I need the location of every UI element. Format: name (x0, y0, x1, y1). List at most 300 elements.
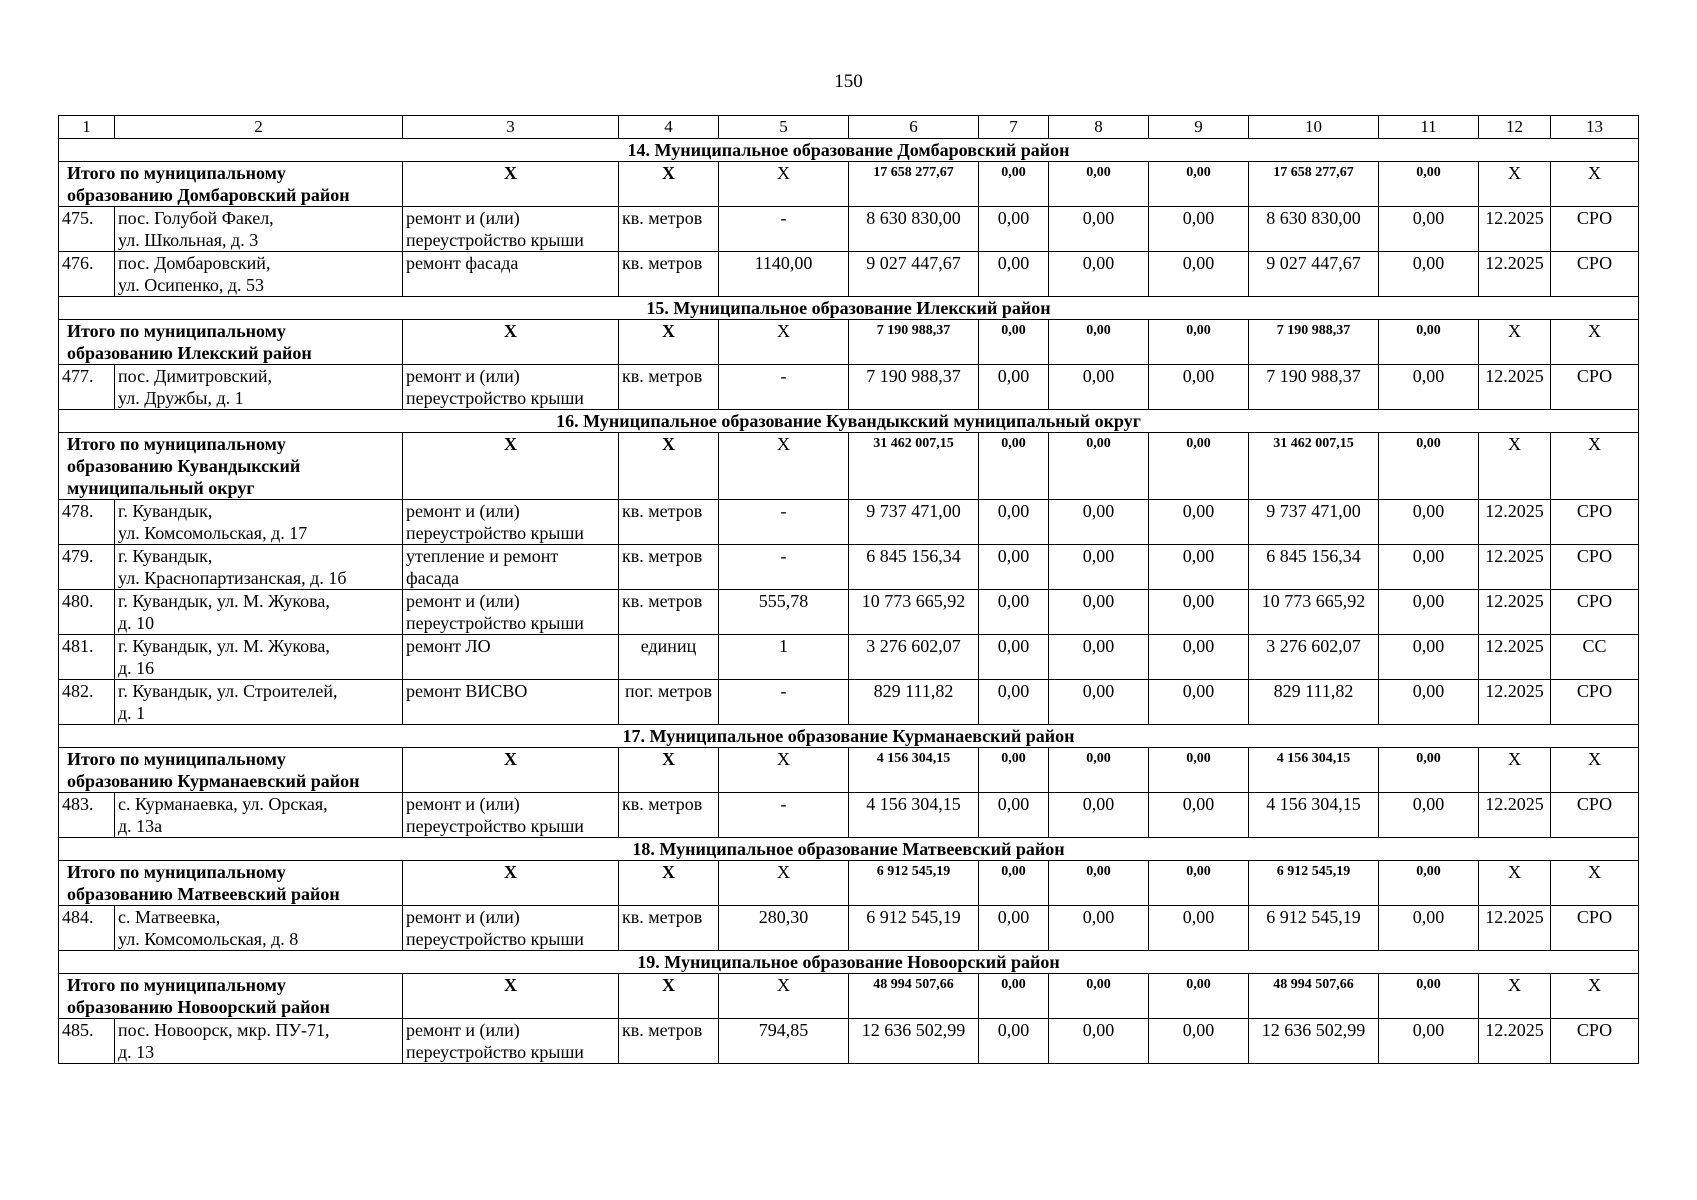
cell-c11: 0,00 (1379, 906, 1479, 951)
total-cell-c10: 7 190 988,37 (1249, 320, 1379, 365)
address-cell (115, 500, 403, 545)
total-label (59, 162, 403, 207)
cell-c6: 6 845 156,34 (849, 545, 979, 590)
cell-c11: 0,00 (1379, 590, 1479, 635)
cell-c7: 0,00 (979, 545, 1049, 590)
cell-c11: 0,00 (1379, 545, 1479, 590)
cell-c12: 12.2025 (1479, 635, 1551, 680)
total-cell-c7: 0,00 (979, 861, 1049, 906)
cell-c5: 280,30 (719, 906, 849, 951)
work-type-line: ремонт ЛО (406, 636, 491, 656)
cell-c7: 0,00 (979, 635, 1049, 680)
total-label (59, 433, 403, 500)
cell-c5: - (719, 793, 849, 838)
cell-c5: - (719, 545, 849, 590)
unit-cell: пог. метров (619, 680, 719, 725)
total-cell-c11: 0,00 (1379, 974, 1479, 1019)
repair-program-table (58, 115, 1639, 1064)
cell-c10: 6 912 545,19 (1249, 906, 1379, 951)
total-cell-c9: 0,00 (1149, 162, 1249, 207)
total-label-line: образованию Матвеевский район (67, 884, 340, 904)
cell-c7: 0,00 (979, 500, 1049, 545)
address-cell (115, 545, 403, 590)
total-cell-c11: 0,00 (1379, 320, 1479, 365)
total-cell-c7: 0,00 (979, 433, 1049, 500)
total-cell-c10: 4 156 304,15 (1249, 748, 1379, 793)
cell-c8: 0,00 (1049, 545, 1149, 590)
total-unit: X (619, 433, 719, 500)
total-cell-c8: 0,00 (1049, 974, 1149, 1019)
total-cell-c8: 0,00 (1049, 433, 1149, 500)
column-header: 10 (1249, 116, 1379, 139)
total-cell-c12: X (1479, 974, 1551, 1019)
cell-c13: СРО (1551, 680, 1639, 725)
cell-c10: 12 636 502,99 (1249, 1019, 1379, 1064)
row-number: 484. (59, 906, 115, 951)
section-title-row (59, 297, 1639, 320)
column-header: 8 (1049, 116, 1149, 139)
work-type-line: ремонт и (или) (406, 366, 520, 386)
cell-c13: СРО (1551, 365, 1639, 410)
cell-c10: 8 630 830,00 (1249, 207, 1379, 252)
total-unit: X (619, 748, 719, 793)
unit-cell: кв. метров (619, 252, 719, 297)
section-title-row (59, 725, 1639, 748)
work-type-cell (403, 1019, 619, 1064)
cell-c12: 12.2025 (1479, 365, 1551, 410)
total-cell-c6: 7 190 988,37 (849, 320, 979, 365)
address-line: с. Матвеевка, (118, 907, 221, 927)
section-title-row (59, 410, 1639, 433)
total-label-line: Итого по муниципальному (67, 163, 286, 183)
cell-c7: 0,00 (979, 793, 1049, 838)
cell-c8: 0,00 (1049, 365, 1149, 410)
cell-c9: 0,00 (1149, 635, 1249, 680)
cell-c12: 12.2025 (1479, 1019, 1551, 1064)
total-cell-c10: 48 994 507,66 (1249, 974, 1379, 1019)
work-type-cell (403, 590, 619, 635)
section-title: 17. Муниципальное образование Курманаевский район (59, 725, 1639, 748)
total-cell-c13: X (1551, 320, 1639, 365)
table-row (59, 252, 1639, 297)
cell-c13: СРО (1551, 545, 1639, 590)
address-line: с. Курманаевка, ул. Орская, (118, 794, 328, 814)
address-line: пос. Голубой Факел, (118, 208, 274, 228)
address-line: д. 10 (118, 613, 155, 633)
work-type-line: переустройство крыши (406, 388, 584, 408)
cell-c12: 12.2025 (1479, 590, 1551, 635)
total-cell-c11: 0,00 (1379, 162, 1479, 207)
work-type-line: ремонт и (или) (406, 208, 520, 228)
cell-c13: СРО (1551, 252, 1639, 297)
total-work-type: X (403, 162, 619, 207)
total-cell-c6: 17 658 277,67 (849, 162, 979, 207)
total-cell-c7: 0,00 (979, 162, 1049, 207)
cell-c8: 0,00 (1049, 1019, 1149, 1064)
total-cell-c8: 0,00 (1049, 748, 1149, 793)
cell-c5: 1140,00 (719, 252, 849, 297)
cell-c7: 0,00 (979, 680, 1049, 725)
work-type-line: утепление и ремонт (406, 546, 559, 566)
total-cell-c13: X (1551, 433, 1639, 500)
table-row (59, 590, 1639, 635)
unit-cell: кв. метров (619, 1019, 719, 1064)
total-cell-c12: X (1479, 861, 1551, 906)
work-type-line: фасада (406, 568, 459, 588)
address-cell (115, 1019, 403, 1064)
unit-cell: кв. метров (619, 500, 719, 545)
cell-c11: 0,00 (1379, 1019, 1479, 1064)
total-label-line: образованию Домбаровский район (67, 185, 350, 205)
total-cell-c6: 4 156 304,15 (849, 748, 979, 793)
cell-c5: - (719, 680, 849, 725)
total-cell-c6: 31 462 007,15 (849, 433, 979, 500)
table-row (59, 500, 1639, 545)
address-line: д. 13а (118, 816, 163, 836)
row-number: 478. (59, 500, 115, 545)
cell-c8: 0,00 (1049, 635, 1149, 680)
work-type-line: ремонт и (или) (406, 501, 520, 521)
total-label (59, 320, 403, 365)
address-line: ул. Краснопартизанская, д. 1б (118, 568, 347, 588)
section-total-row (59, 974, 1639, 1019)
cell-c9: 0,00 (1149, 207, 1249, 252)
total-label-line: образованию Кувандыкский (67, 456, 301, 476)
cell-c5: - (719, 207, 849, 252)
total-cell-c5: X (719, 162, 849, 207)
table-row (59, 906, 1639, 951)
address-line: ул. Школьная, д. 3 (118, 230, 259, 250)
work-type-cell (403, 793, 619, 838)
cell-c10: 3 276 602,07 (1249, 635, 1379, 680)
address-line: пос. Новоорск, мкр. ПУ-71, (118, 1020, 330, 1040)
section-total-row (59, 320, 1639, 365)
total-cell-c8: 0,00 (1049, 320, 1149, 365)
address-cell (115, 680, 403, 725)
cell-c7: 0,00 (979, 365, 1049, 410)
row-number: 485. (59, 1019, 115, 1064)
table-row (59, 1019, 1639, 1064)
total-label (59, 974, 403, 1019)
cell-c6: 7 190 988,37 (849, 365, 979, 410)
unit-cell: кв. метров (619, 906, 719, 951)
address-line: г. Кувандык, (118, 546, 213, 566)
cell-c8: 0,00 (1049, 207, 1149, 252)
address-line: ул. Комсомольская, д. 8 (118, 929, 299, 949)
cell-c11: 0,00 (1379, 793, 1479, 838)
address-cell (115, 635, 403, 680)
section-title: 16. Муниципальное образование Кувандыкский муниципальный округ (59, 410, 1639, 433)
cell-c10: 6 845 156,34 (1249, 545, 1379, 590)
cell-c13: СРО (1551, 207, 1639, 252)
section-total-row (59, 748, 1639, 793)
address-line: ул. Дружбы, д. 1 (118, 388, 244, 408)
section-title-row (59, 951, 1639, 974)
work-type-cell (403, 635, 619, 680)
cell-c13: СРО (1551, 590, 1639, 635)
total-cell-c11: 0,00 (1379, 433, 1479, 500)
work-type-line: переустройство крыши (406, 613, 584, 633)
total-label (59, 748, 403, 793)
column-header: 12 (1479, 116, 1551, 139)
total-label-line: муниципальный округ (67, 478, 255, 498)
total-work-type: X (403, 433, 619, 500)
cell-c9: 0,00 (1149, 906, 1249, 951)
work-type-line: переустройство крыши (406, 523, 584, 543)
row-number: 483. (59, 793, 115, 838)
cell-c7: 0,00 (979, 590, 1049, 635)
row-number: 475. (59, 207, 115, 252)
table-row (59, 545, 1639, 590)
address-line: д. 1 (118, 703, 146, 723)
total-cell-c5: X (719, 974, 849, 1019)
work-type-line: переустройство крыши (406, 1042, 584, 1062)
unit-cell: кв. метров (619, 793, 719, 838)
cell-c6: 12 636 502,99 (849, 1019, 979, 1064)
cell-c10: 9 027 447,67 (1249, 252, 1379, 297)
address-cell (115, 906, 403, 951)
total-label-line: Итого по муниципальному (67, 321, 286, 341)
cell-c12: 12.2025 (1479, 680, 1551, 725)
cell-c7: 0,00 (979, 1019, 1049, 1064)
cell-c9: 0,00 (1149, 793, 1249, 838)
cell-c9: 0,00 (1149, 365, 1249, 410)
cell-c8: 0,00 (1049, 590, 1149, 635)
total-unit: X (619, 974, 719, 1019)
section-title: 18. Муниципальное образование Матвеевский район (59, 838, 1639, 861)
address-line: д. 13 (118, 1042, 155, 1062)
cell-c6: 9 027 447,67 (849, 252, 979, 297)
total-cell-c13: X (1551, 748, 1639, 793)
work-type-line: ремонт ВИСВО (406, 681, 528, 701)
section-total-row (59, 162, 1639, 207)
address-line: г. Кувандык, ул. М. Жукова, (118, 636, 330, 656)
cell-c5: - (719, 365, 849, 410)
total-unit: X (619, 861, 719, 906)
cell-c6: 4 156 304,15 (849, 793, 979, 838)
cell-c5: 794,85 (719, 1019, 849, 1064)
total-unit: X (619, 320, 719, 365)
page-number: 150 (834, 71, 863, 92)
cell-c12: 12.2025 (1479, 500, 1551, 545)
cell-c9: 0,00 (1149, 252, 1249, 297)
work-type-line: переустройство крыши (406, 929, 584, 949)
unit-cell: кв. метров (619, 545, 719, 590)
total-label-line: Итого по муниципальному (67, 862, 286, 882)
total-cell-c5: X (719, 861, 849, 906)
row-number: 482. (59, 680, 115, 725)
cell-c10: 4 156 304,15 (1249, 793, 1379, 838)
cell-c9: 0,00 (1149, 500, 1249, 545)
total-unit: X (619, 162, 719, 207)
total-cell-c7: 0,00 (979, 320, 1049, 365)
total-cell-c13: X (1551, 861, 1639, 906)
column-header: 1 (59, 116, 115, 139)
section-title: 14. Муниципальное образование Домбаровский район (59, 139, 1639, 162)
cell-c12: 12.2025 (1479, 793, 1551, 838)
cell-c7: 0,00 (979, 207, 1049, 252)
total-cell-c12: X (1479, 320, 1551, 365)
cell-c5: - (719, 500, 849, 545)
cell-c6: 9 737 471,00 (849, 500, 979, 545)
total-cell-c5: X (719, 320, 849, 365)
address-line: д. 16 (118, 658, 155, 678)
cell-c5: 555,78 (719, 590, 849, 635)
work-type-cell (403, 252, 619, 297)
cell-c11: 0,00 (1379, 207, 1479, 252)
total-cell-c11: 0,00 (1379, 861, 1479, 906)
work-type-cell (403, 365, 619, 410)
cell-c8: 0,00 (1049, 680, 1149, 725)
total-label (59, 861, 403, 906)
work-type-line: ремонт и (или) (406, 907, 520, 927)
total-cell-c13: X (1551, 974, 1639, 1019)
cell-c12: 12.2025 (1479, 906, 1551, 951)
total-label-line: образованию Курманаевский район (67, 771, 360, 791)
address-line: г. Кувандык, (118, 501, 213, 521)
cell-c10: 10 773 665,92 (1249, 590, 1379, 635)
unit-cell: кв. метров (619, 365, 719, 410)
cell-c7: 0,00 (979, 906, 1049, 951)
cell-c12: 12.2025 (1479, 545, 1551, 590)
total-cell-c8: 0,00 (1049, 861, 1149, 906)
total-cell-c9: 0,00 (1149, 861, 1249, 906)
column-header: 9 (1149, 116, 1249, 139)
work-type-line: ремонт фасада (406, 253, 519, 273)
cell-c10: 9 737 471,00 (1249, 500, 1379, 545)
total-work-type: X (403, 861, 619, 906)
column-header-row (59, 116, 1639, 139)
total-cell-c12: X (1479, 748, 1551, 793)
address-line: пос. Домбаровский, (118, 253, 271, 273)
work-type-line: переустройство крыши (406, 230, 584, 250)
total-cell-c10: 17 658 277,67 (1249, 162, 1379, 207)
work-type-cell (403, 545, 619, 590)
cell-c6: 8 630 830,00 (849, 207, 979, 252)
total-cell-c11: 0,00 (1379, 748, 1479, 793)
row-number: 479. (59, 545, 115, 590)
work-type-cell (403, 680, 619, 725)
work-type-line: ремонт и (или) (406, 794, 520, 814)
cell-c9: 0,00 (1149, 1019, 1249, 1064)
total-cell-c7: 0,00 (979, 748, 1049, 793)
table-body (59, 116, 1639, 1064)
section-title-row (59, 139, 1639, 162)
cell-c13: СРО (1551, 1019, 1639, 1064)
total-label-line: Итого по муниципальному (67, 975, 286, 995)
cell-c11: 0,00 (1379, 500, 1479, 545)
table-row (59, 207, 1639, 252)
total-cell-c5: X (719, 433, 849, 500)
address-line: г. Кувандык, ул. М. Жукова, (118, 591, 330, 611)
total-cell-c12: X (1479, 162, 1551, 207)
column-header: 4 (619, 116, 719, 139)
section-title: 15. Муниципальное образование Илекский район (59, 297, 1639, 320)
cell-c12: 12.2025 (1479, 252, 1551, 297)
column-header: 5 (719, 116, 849, 139)
cell-c9: 0,00 (1149, 590, 1249, 635)
total-cell-c9: 0,00 (1149, 748, 1249, 793)
section-title-row (59, 838, 1639, 861)
total-work-type: X (403, 320, 619, 365)
cell-c13: СРО (1551, 500, 1639, 545)
total-cell-c13: X (1551, 162, 1639, 207)
cell-c6: 3 276 602,07 (849, 635, 979, 680)
cell-c12: 12.2025 (1479, 207, 1551, 252)
row-number: 477. (59, 365, 115, 410)
total-label-line: Итого по муниципальному (67, 434, 286, 454)
cell-c10: 7 190 988,37 (1249, 365, 1379, 410)
cell-c11: 0,00 (1379, 365, 1479, 410)
address-line: г. Кувандык, ул. Строителей, (118, 681, 338, 701)
cell-c11: 0,00 (1379, 252, 1479, 297)
cell-c11: 0,00 (1379, 680, 1479, 725)
column-header: 2 (115, 116, 403, 139)
address-cell (115, 365, 403, 410)
cell-c13: СРО (1551, 906, 1639, 951)
cell-c7: 0,00 (979, 252, 1049, 297)
cell-c6: 10 773 665,92 (849, 590, 979, 635)
cell-c5: 1 (719, 635, 849, 680)
address-line: пос. Димитровский, (118, 366, 272, 386)
unit-cell: кв. метров (619, 207, 719, 252)
section-title: 19. Муниципальное образование Новоорский район (59, 951, 1639, 974)
row-number: 481. (59, 635, 115, 680)
cell-c8: 0,00 (1049, 252, 1149, 297)
table-row (59, 680, 1639, 725)
cell-c9: 0,00 (1149, 545, 1249, 590)
column-header: 7 (979, 116, 1049, 139)
row-number: 476. (59, 252, 115, 297)
total-cell-c5: X (719, 748, 849, 793)
work-type-line: ремонт и (или) (406, 591, 520, 611)
total-cell-c6: 6 912 545,19 (849, 861, 979, 906)
address-cell (115, 207, 403, 252)
table-row (59, 365, 1639, 410)
work-type-cell (403, 500, 619, 545)
cell-c6: 829 111,82 (849, 680, 979, 725)
total-cell-c9: 0,00 (1149, 433, 1249, 500)
cell-c9: 0,00 (1149, 680, 1249, 725)
total-cell-c9: 0,00 (1149, 320, 1249, 365)
cell-c10: 829 111,82 (1249, 680, 1379, 725)
address-line: ул. Комсомольская, д. 17 (118, 523, 308, 543)
address-line: ул. Осипенко, д. 53 (118, 275, 265, 295)
column-header: 13 (1551, 116, 1639, 139)
total-cell-c10: 31 462 007,15 (1249, 433, 1379, 500)
total-cell-c10: 6 912 545,19 (1249, 861, 1379, 906)
cell-c8: 0,00 (1049, 500, 1149, 545)
total-cell-c9: 0,00 (1149, 974, 1249, 1019)
work-type-line: переустройство крыши (406, 816, 584, 836)
cell-c8: 0,00 (1049, 906, 1149, 951)
column-header: 3 (403, 116, 619, 139)
table-row (59, 635, 1639, 680)
total-cell-c12: X (1479, 433, 1551, 500)
cell-c11: 0,00 (1379, 635, 1479, 680)
table-row (59, 793, 1639, 838)
address-cell (115, 252, 403, 297)
column-header: 6 (849, 116, 979, 139)
total-cell-c6: 48 994 507,66 (849, 974, 979, 1019)
unit-cell: кв. метров (619, 590, 719, 635)
cell-c8: 0,00 (1049, 793, 1149, 838)
work-type-line: ремонт и (или) (406, 1020, 520, 1040)
unit-cell: единиц (619, 635, 719, 680)
cell-c6: 6 912 545,19 (849, 906, 979, 951)
total-label-line: Итого по муниципальному (67, 749, 286, 769)
section-total-row (59, 433, 1639, 500)
